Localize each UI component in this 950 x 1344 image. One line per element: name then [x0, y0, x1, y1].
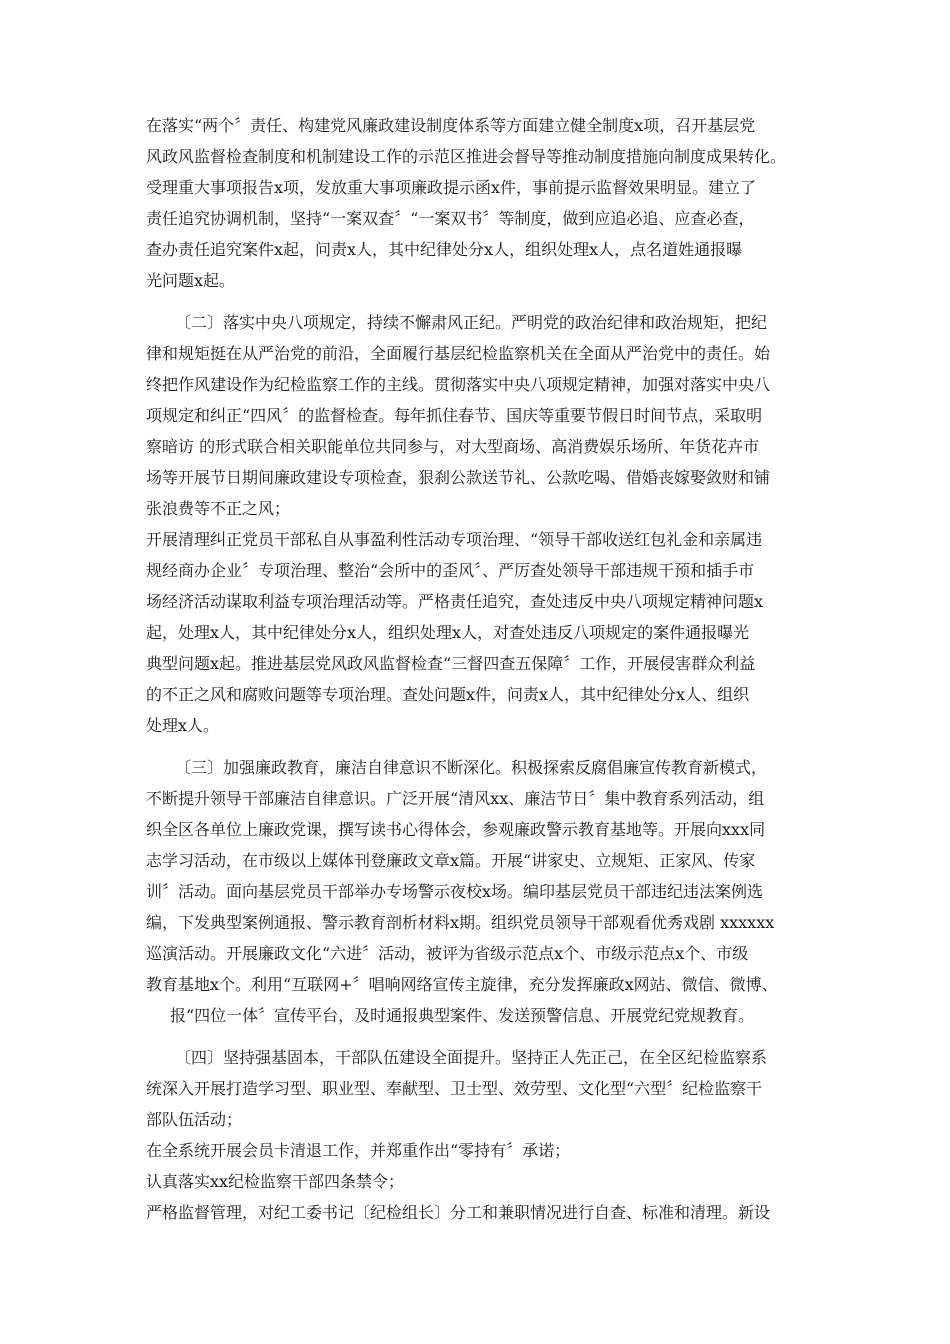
section-heading-line: 〔四〕坚持强基固本，干部队伍建设全面提升。坚持正人先正己，在全区纪检监察系 — [175, 1048, 768, 1067]
text-line: 场等开展节日期间廉政建设专项检查，狠刹公款送节礼、公款吃喝、借婚丧嫁娶敛财和铺 — [146, 468, 771, 487]
text-line: 律和规矩挺在从严治党的前沿，全面履行基层纪检监察机关在全面从严治党中的责任。始 — [146, 344, 771, 363]
text-line: 不断提升领导干部廉洁自律意识。广泛开展“清风xx、廉洁节日〞集中教育系列活动，组 — [146, 789, 765, 808]
text-line: 光问题x起。 — [146, 271, 236, 290]
text-line: 编，下发典型案例通报、警示教育剖析材料x期。组织党员领导干部观看优秀戏剧 xxxxxx — [146, 913, 775, 932]
text-line: 查办责任追究案件x起，问责x人，其中纪律处分x人，组织处理x人，点名道姓通报曝 — [146, 240, 743, 259]
text-line: 起，处理x人，其中纪律处分x人，组织处理x人，对查处违反八项规定的案件通报曝光 — [146, 623, 750, 642]
text-line: 终把作风建设作为纪检监察工作的主线。贯彻落实中央八项规定精神，加强对落实中央八 — [146, 375, 771, 394]
text-line: 认真落实xx纪检监察干部四条禁令； — [146, 1172, 405, 1191]
text-line: 责任追究协调机制，坚持“一案双查〞“一案双书〞等制度，做到应追必追、应查必查， — [146, 209, 755, 228]
text-line: 开展清理纠正党员干部私自从事盈利性活动专项治理、“领导干部收送红包礼金和亲属违 — [146, 530, 763, 549]
text-line: 在落实“两个〞责任、构建党风廉政建设制度体系等方面建立健全制度x项，召开基层党 — [146, 116, 756, 135]
text-line: 教育基地x个。利用“互联网+〞唱响网络宣传主旋律，充分发挥廉政x网站、微信、微博、 — [146, 975, 778, 994]
text-line: 张浪费等不正之风； — [146, 499, 291, 518]
text-line: 织全区各单位上廉政党课，撰写读书心得体会，参观廉政警示教育基地等。开展向xxx同 — [146, 820, 766, 839]
text-line: 风政风监督检查制度和机制建设工作的示范区推进会督导等推动制度措施向制度成果转化。 — [146, 147, 787, 166]
text-line: 报“四位一体〞宣传平台，及时通报典型案件、发送预警信息、开展党纪党规教育。 — [170, 1006, 755, 1025]
text-line: 训〞活动。面向基层党员干部举办专场警示夜校x场。编印基层党员干部违纪违法案例选 — [146, 882, 764, 901]
text-line: 察暗访 的形式联合相关职能单位共同参与，对大型商场、高消费娱乐场所、年货花卉市 — [146, 437, 760, 456]
text-line: 在全系统开展会员卡清退工作，并郑重作出“零持有〞承诺； — [146, 1141, 571, 1160]
text-line: 规经商办企业〞专项治理、整治“会所中的歪风〞、严厉查处领导干部违规干预和插手市 — [146, 561, 755, 580]
text-line: 的不正之风和腐败问题等专项治理。查处问题x件，问责x人，其中纪律处分x人、组织 — [146, 685, 750, 704]
text-line: 受理重大事项报告x项，发放重大事项廉政提示函x件，事前提示监督效果明显。建立了 — [146, 178, 757, 197]
text-line: 巡演活动。开展廉政文化“六进〞活动，被评为省级示范点x个、市级示范点x个、市级 — [146, 944, 749, 963]
text-line: 统深入开展打造学习型、职业型、奉献型、卫士型、效劳型、文化型“六型〞纪检监察干 — [146, 1079, 763, 1098]
text-line: 部队伍活动； — [146, 1110, 243, 1129]
text-line: 项规定和纠正“四风〞的监督检查。每年抓住春节、国庆等重要节假日时间节点，采取明 — [146, 406, 763, 425]
section-heading-line: 〔二〕落实中央八项规定，持续不懈肃风正纪。严明党的政治纪律和政治规矩，把纪 — [175, 313, 768, 332]
text-line: 场经济活动谋取利益专项治理活动等。严格责任追究，查处违反中央八项规定精神问题x — [146, 592, 764, 611]
text-line: 严格监督管理，对纪工委书记〔纪检组长〕分工和兼职情况进行自查、标准和清理。新设 — [146, 1203, 771, 1222]
section-heading-line: 〔三〕加强廉政教育，廉洁自律意识不断深化。积极探索反腐倡廉宣传教育新模式， — [175, 758, 768, 777]
text-line: 处理x人。 — [146, 716, 220, 735]
text-line: 典型问题x起。推进基层党风政风监督检查“三督四查五保障〞工作，开展侵害群众利益 — [146, 654, 756, 673]
text-line: 志学习活动，在市级以上媒体刊登廉政文章x篇。开展“讲家史、立规矩、正家风、传家 — [146, 851, 756, 870]
